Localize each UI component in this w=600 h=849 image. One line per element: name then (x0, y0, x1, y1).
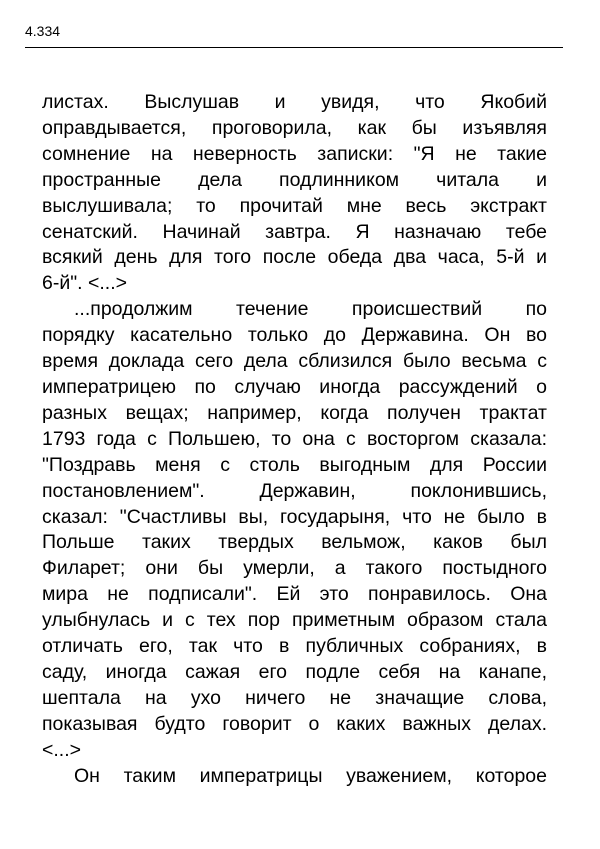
text-line: отличать его, так что в публичных собраниях, в (42, 635, 547, 658)
page-number: 4.334 (25, 23, 61, 39)
text-body (42, 90, 547, 789)
text-line: шептала на ухо ничего не значащие слова, (42, 686, 547, 709)
text-line: порядку касательно только до Державина. Он во (42, 324, 547, 347)
header-rule (25, 47, 563, 48)
text-line: время доклада сего дела сблизился было весьма с (42, 350, 547, 373)
text-line: "Поздравь меня с столь выгодным для России (42, 453, 547, 476)
text-line: 1793 года с Польшею, то она с восторгом сказала: (42, 427, 547, 450)
text-line: показывая будто говорит о каких важных делах. (42, 712, 547, 735)
text-line: сказал: "Счастливы вы, государыня, что не было в (42, 505, 547, 528)
text-line: пространные дела подлинником читала и (42, 168, 547, 191)
text-line: выслушивала; то прочитай мне весь экстракт (42, 194, 547, 217)
text-line: всякий день для того после обеда два часа, 5-й и (42, 246, 547, 269)
text-line: Польше таких твердых вельмож, каков был (42, 531, 547, 554)
text-line: Филарет; они бы умерли, а такого постыдного (42, 557, 547, 580)
text-line: саду, иногда сажая его подле себя на канапе, (42, 660, 547, 683)
text-line: ...продолжим течение происшествий по (74, 298, 547, 321)
text-line: оправдывается, проговорила, как бы изъявляя (42, 116, 547, 139)
paragraph-2 (42, 297, 547, 763)
text-line: 6-й". <...> (42, 272, 128, 295)
text-line: мира не подписали". Ей это понравилось. Она (42, 583, 547, 606)
text-line: сенатский. Начинай завтра. Я назначаю тебе (42, 220, 547, 243)
text-line: разных вещах; например, когда получен трактат (42, 401, 547, 424)
paragraph-3 (42, 764, 547, 790)
text-line: улыбнулась и с тех пор приметным образом стала (42, 609, 547, 632)
paragraph-1 (42, 90, 547, 297)
text-line: листах. Выслушав и увидя, что Якобий (42, 91, 547, 113)
text-line: Он таким императрицы уважением, которое (74, 764, 547, 787)
text-line: постановлением". Державин, поклонившись, (42, 479, 547, 502)
text-line: сомнение на неверность записки: "Я не такие (42, 142, 547, 165)
text-line: императрицею по случаю иногда рассуждений о (42, 375, 547, 398)
text-line: <...> (42, 738, 82, 761)
